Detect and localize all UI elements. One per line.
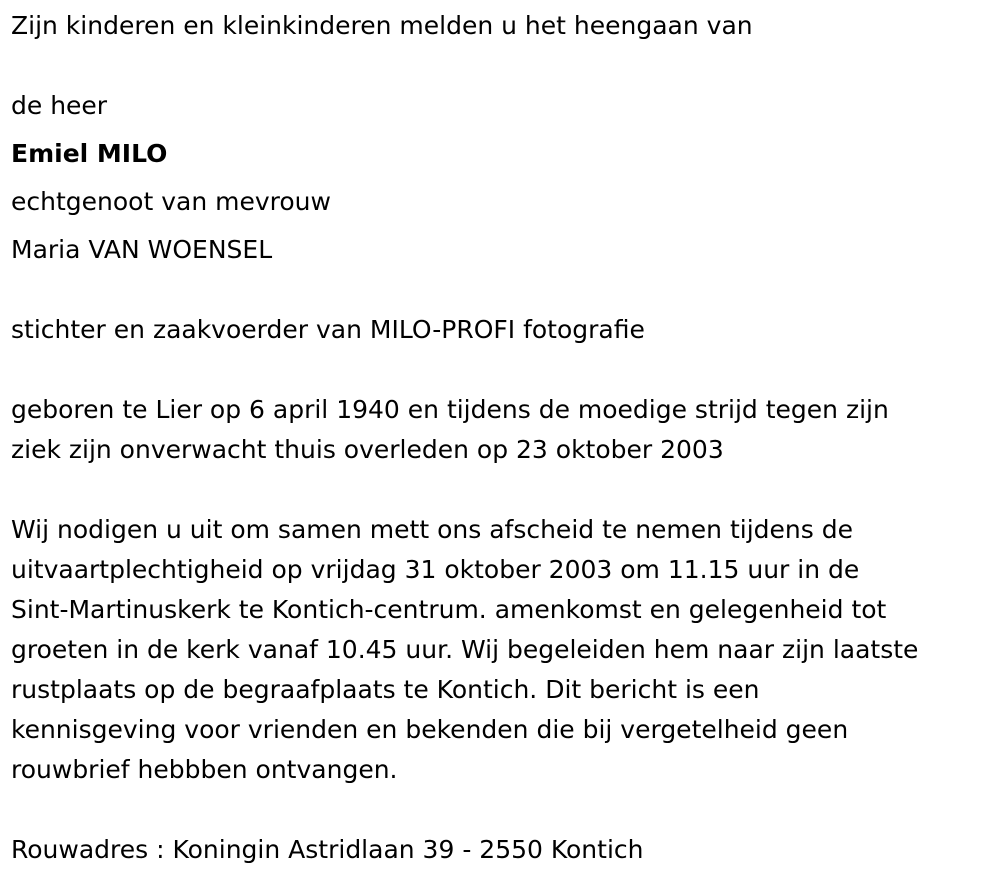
title-prefix: de heer: [11, 91, 108, 120]
invitation-line: Sint-Martinuskerk te Kontich-centrum. amenkomst en gelegenheid tot: [11, 595, 887, 624]
invitation-line: rustplaats op de begraafplaats te Kontich. Dit bericht is een: [11, 675, 760, 704]
birth-death-paragraph: [11, 390, 991, 470]
birth-death-line: geboren te Lier op 6 april 1940 en tijdens de moedige strijd tegen zijn: [11, 395, 889, 424]
invitation-line: uitvaartplechtigheid op vrijdag 31 oktober 2003 om 11.15 uur in de: [11, 555, 860, 584]
death-notice: [11, 0, 991, 870]
deceased-name: Emiel MILO: [11, 139, 168, 168]
invitation-line: groeten in de kerk vanaf 10.45 uur. Wij begeleiden hem naar zijn laatste: [11, 635, 919, 664]
invitation-line: Wij nodigen u uit om samen mett ons afscheid te nemen tijdens de: [11, 515, 853, 544]
invitation-paragraph: [11, 510, 991, 790]
spouse-label: echtgenoot van mevrouw: [11, 187, 331, 216]
mourning-address: Rouwadres : Koningin Astridlaan 39 - 2550 Kontich: [11, 835, 644, 864]
invitation-line: rouwbrief hebbben ontvangen.: [11, 755, 398, 784]
spouse-name: Maria VAN WOENSEL: [11, 235, 273, 264]
birth-death-line: ziek zijn onverwacht thuis overleden op 23 oktober 2003: [11, 435, 724, 464]
intro-text: Zijn kinderen en kleinkinderen melden u het heengaan van: [11, 11, 753, 40]
occupation-text: stichter en zaakvoerder van MILO-PROFI fotografie: [11, 315, 645, 344]
invitation-line: kennisgeving voor vrienden en bekenden die bij vergetelheid geen: [11, 715, 849, 744]
